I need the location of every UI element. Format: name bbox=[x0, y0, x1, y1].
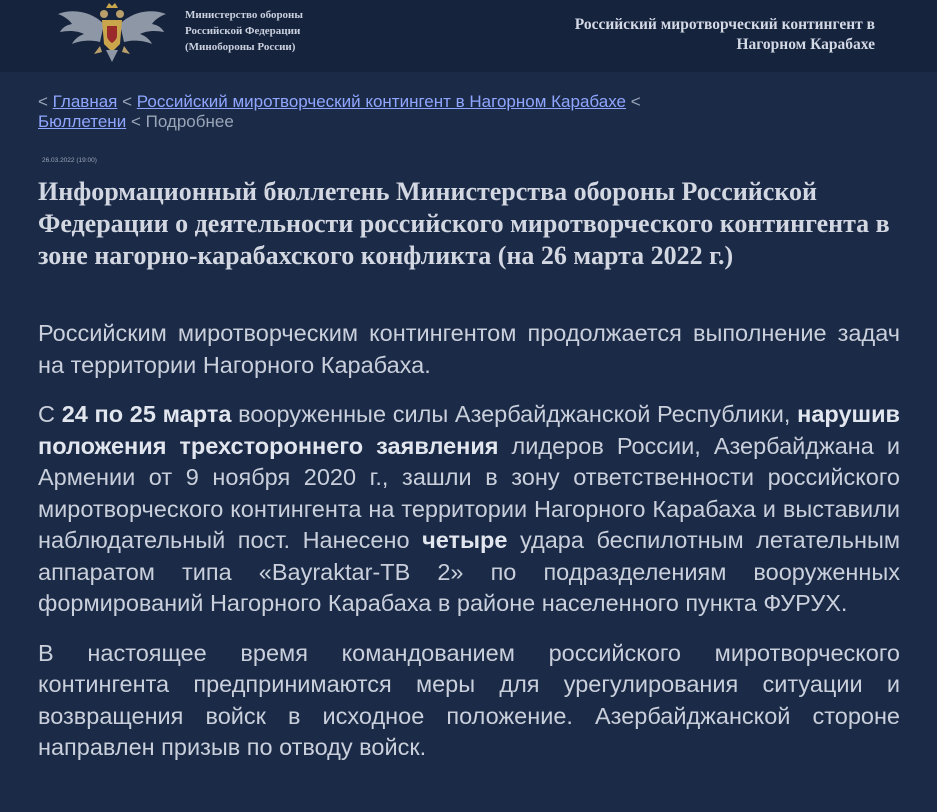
breadcrumb-separator: < bbox=[38, 92, 48, 111]
breadcrumb-link-bulletins[interactable]: Бюллетени bbox=[38, 112, 127, 131]
breadcrumb-link-contingent[interactable]: Российский миротворческий контингент в Нагорном Карабахе bbox=[136, 92, 626, 111]
site-header bbox=[0, 0, 937, 72]
article-body bbox=[38, 318, 900, 782]
section-heading-line: Российский миротворческий контингент в bbox=[574, 16, 875, 33]
ministry-name-line: Российской Федерации bbox=[185, 25, 301, 37]
breadcrumb-link-home[interactable]: Главная bbox=[52, 92, 118, 111]
ministry-name bbox=[185, 7, 303, 55]
article-date: 26.03.2022 (19:00) bbox=[42, 157, 97, 164]
highlighted-violation: нарушив положения трехстороннего заявления bbox=[38, 401, 900, 459]
paragraph-text: лидеров России, Азербайджана и Армении от 9 ноября 2020 г., зашли в зону ответственности российского миротворческого контингента на территории Нагорного Карабаха и выставили наблюдательный пост. Нанесено bbox=[38, 432, 900, 553]
double-headed-eagle-emblem-icon[interactable] bbox=[56, 2, 168, 66]
paragraph-text: удара беспилотным летательным аппаратом типа «Bayraktar-TB 2» по подразделениям вооруженных формирований Нагорного Карабаха в районе населенного пункта ФУРУХ. bbox=[38, 527, 900, 616]
breadcrumb-separator: < bbox=[630, 92, 641, 111]
paragraph-text: С bbox=[38, 401, 62, 427]
section-heading-line: Нагорном Карабахе bbox=[736, 36, 875, 53]
highlighted-dates: 24 по 25 марта bbox=[61, 401, 232, 427]
article-paragraph: В настоящее время командованием российского миротворческого контингента предпринимаются меры для урегулирования ситуации и возвращения войск в исходное положение. Азербайджанской стороне направлен призыв по отводу войск. bbox=[38, 639, 900, 760]
section-heading bbox=[455, 15, 875, 55]
article-title: Информационный бюллетень Министерства обороны Российской Федерации о деятельности российского миротворческого контингента в зоне нагорно-карабахского конфликта (на 26 марта 2022 г.) bbox=[38, 177, 890, 270]
article-paragraph bbox=[38, 399, 900, 620]
ministry-name-line: Министерство обороны bbox=[185, 9, 303, 21]
breadcrumb-current: Подробнее bbox=[145, 112, 234, 131]
highlighted-count: четыре bbox=[422, 527, 508, 553]
breadcrumb-separator: < bbox=[122, 92, 133, 111]
article-paragraph: Российским миротворческим контингентом продолжается выполнение задач на территории Нагорного Карабаха. bbox=[38, 320, 900, 378]
paragraph-text: вооруженные силы Азербайджанской Республики, bbox=[231, 401, 798, 427]
breadcrumb-separator: < bbox=[130, 112, 141, 131]
ministry-name-line: (Минобороны России) bbox=[185, 41, 296, 53]
breadcrumb bbox=[38, 92, 678, 132]
